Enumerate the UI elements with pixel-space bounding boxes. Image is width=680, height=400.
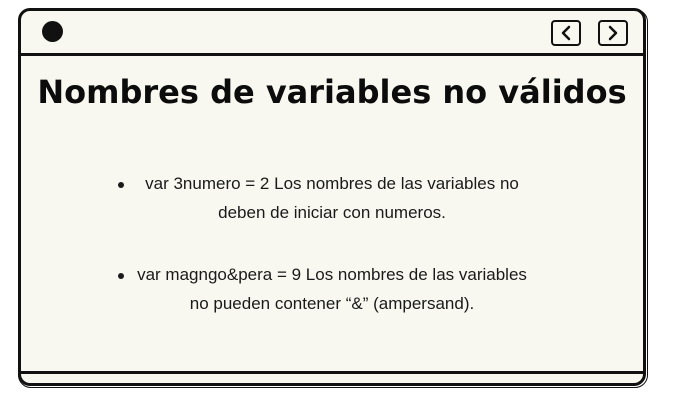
bullet-text-line: var magngo&pera = 9 Los nombres de las variables [137,265,527,284]
list-item [21,260,643,318]
forward-button[interactable] [598,20,628,46]
bullet-icon [118,182,124,188]
browser-window [18,8,646,386]
bullet-icon [118,273,124,279]
window-dot-icon [42,21,63,42]
list-item [21,169,643,227]
bullet-text-line: no pueden contener “&” (ampersand). [189,294,475,313]
bullet-list [21,169,643,318]
bullet-text-line: var 3numero = 2 Los nombres de las variables no [145,174,519,193]
chevron-left-icon [559,25,573,41]
bullet-text-line: deben de iniciar con numeros. [218,203,446,222]
window-titlebar [21,11,643,56]
window-bottom-bar [21,371,643,383]
chevron-right-icon [606,25,620,41]
page-title: Nombres de variables no válidos [37,73,627,111]
back-button[interactable] [551,20,581,46]
